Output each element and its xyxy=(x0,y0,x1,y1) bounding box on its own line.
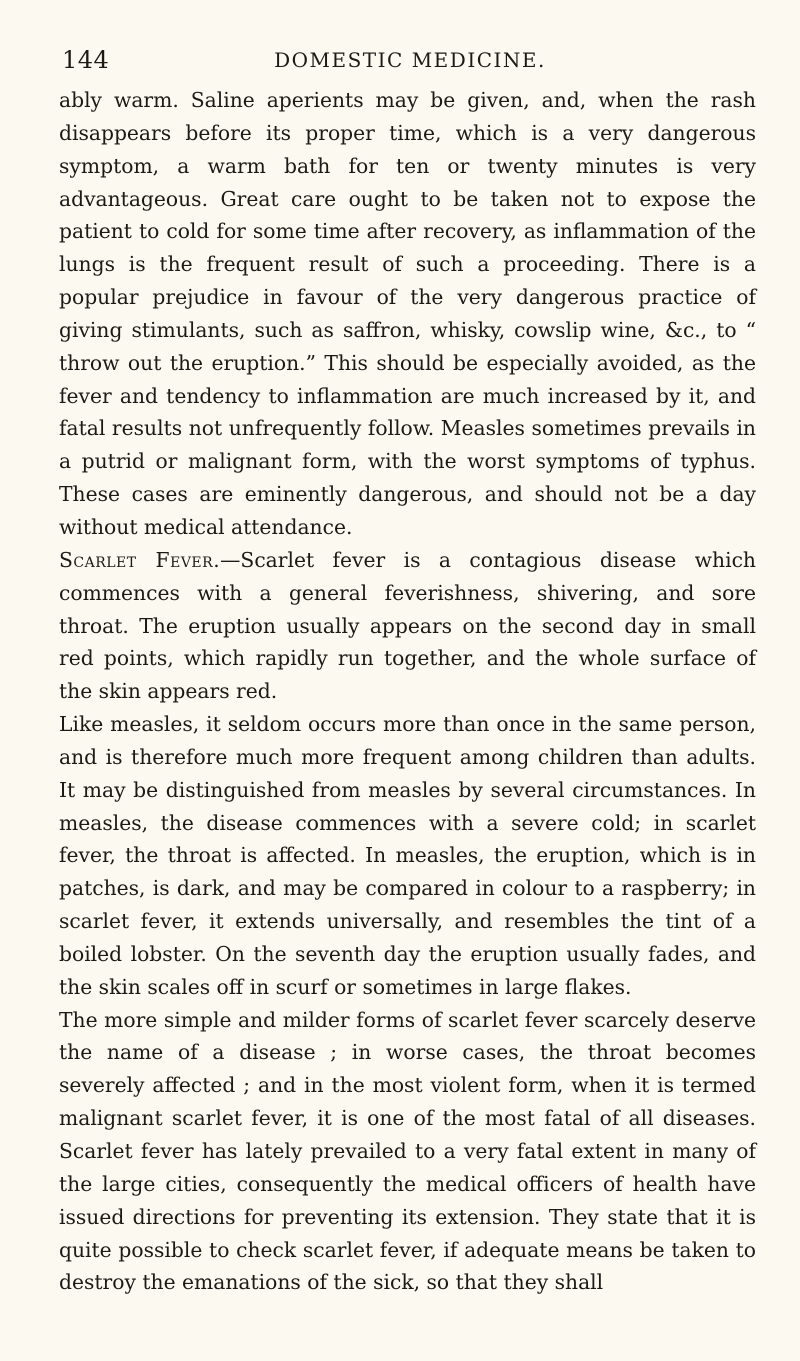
paragraph-scarlet-fever-text: —Scarlet fever is a contagious disease which commences with a general feverishness, shivering, and sore throat. The eruption usually appears on the second day in small red points, which rapidly run together, and the whole surface of the skin appears red. xyxy=(59,547,756,704)
running-title: DOMESTIC MEDICINE. xyxy=(274,48,546,72)
page-body xyxy=(59,84,756,1299)
paragraph-comparison-with-measles: Like measles, it seldom occurs more than once in the same person, and is therefore much more frequent among children than adults. It may be distinguished from measles by several circumstances. In measles, the disease commences with a severe cold; in scarlet fever, the throat is affected. In measles, the eruption, which is in patches, is dark, and may be compared in colour to a raspberry; in scarlet fever, it extends universally, and resembles the tint of a boiled lobster. On the seventh day the eruption usually fades, and the skin scales off in scurf or sometimes in large flakes. xyxy=(59,712,756,999)
page-number: 144 xyxy=(62,46,110,74)
page-header xyxy=(62,46,750,80)
paragraph-measles-continued: ably warm. Saline aperients may be given, and, when the rash disappears before its proper time, which is a very dangerous symptom, a warm bath for ten or twenty minutes is very advantageous. Great care ought to be taken not to expose the patient to cold for some time after recovery, as inflammation of the lungs is the frequent result of such a proceeding. There is a popular prejudice in favour of the very dangerous practice of giving stimulants, such as saffron, whisky, cowslip wine, &c., to “ throw out the eruption.” This should be especially avoided, as the fever and tendency to inflammation are much increased by it, and fatal results not unfrequently follow. Measles sometimes prevails in a putrid or malignant form, with the worst symptoms of typhus. These cases are eminently dangerous, and should not be a day without medical attendance. xyxy=(59,88,756,539)
paragraph-scarlet-fever-intro xyxy=(59,544,756,708)
section-heading-scarlet-fever: Scarlet Fever. xyxy=(59,547,221,572)
paragraph-forms-of-scarlet-fever: The more simple and milder forms of scarlet fever scarcely deserve the name of a disease ; in worse cases, the throat becomes severely affected ; and in the most violent form, when it is termed malignant scarlet fever, it is one of the most fatal of all diseases. Scarlet fever has lately prevailed to a very fatal extent in many of the large cities, consequently the medical officers of health have issued directions for preventing its extension. They state that it is quite possible to check scarlet fever, if adequate means be taken to destroy the emanations of the sick, so that they shall xyxy=(59,1007,756,1295)
